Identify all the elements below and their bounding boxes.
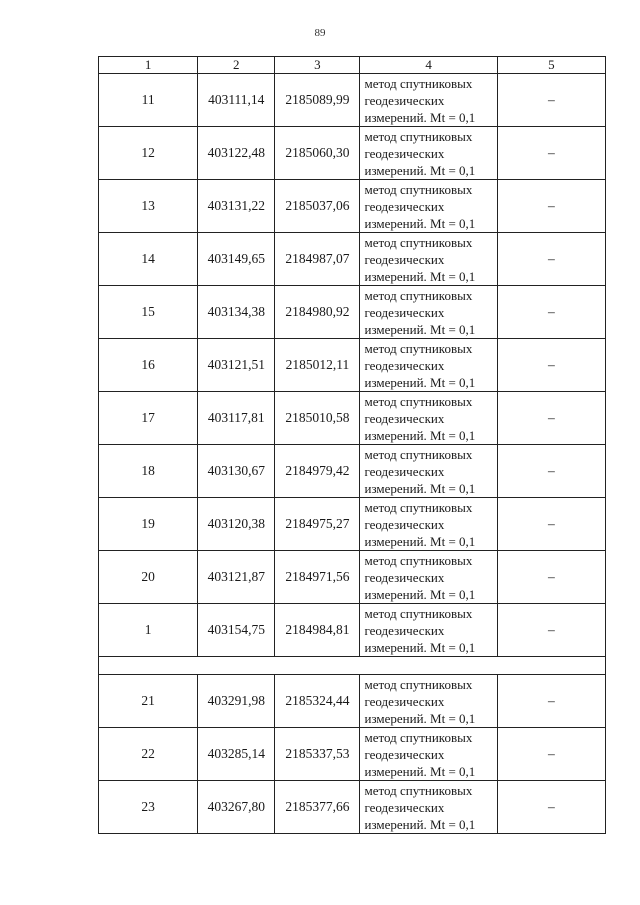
coordinate-x: 403130,67	[198, 445, 275, 498]
coordinate-y: 2185037,06	[275, 180, 360, 233]
coordinate-x: 403149,65	[198, 233, 275, 286]
extra-value: –	[497, 286, 605, 339]
method-cell	[360, 498, 497, 551]
table-row	[99, 339, 606, 392]
method-text-line3: измерений. Mt = 0,1	[364, 763, 476, 779]
point-number: 13	[99, 180, 198, 233]
header-col-1: 1	[99, 57, 198, 74]
extra-value: –	[497, 781, 605, 834]
table-row	[99, 127, 606, 180]
coordinate-x: 403120,38	[198, 498, 275, 551]
coordinate-x: 403131,22	[198, 180, 275, 233]
coordinate-y: 2185089,99	[275, 74, 360, 127]
extra-value: –	[497, 233, 605, 286]
method-text-line1: метод спутниковых	[364, 393, 473, 409]
point-number: 23	[99, 781, 198, 834]
method-text-line2: геодезических	[364, 463, 445, 479]
table-row	[99, 728, 606, 781]
method-text-line2: геодезических	[364, 410, 445, 426]
method-text-line1: метод спутниковых	[364, 75, 473, 91]
method-text-line2: геодезических	[364, 304, 445, 320]
point-number: 15	[99, 286, 198, 339]
method-text-line1: метод спутниковых	[364, 128, 473, 144]
coordinate-y: 2185377,66	[275, 781, 360, 834]
coordinate-y: 2185010,58	[275, 392, 360, 445]
method-text-line1: метод спутниковых	[364, 287, 473, 303]
separator-row	[99, 657, 606, 675]
method-text-line3: измерений. Mt = 0,1	[364, 639, 476, 655]
method-text-line3: измерений. Mt = 0,1	[364, 427, 476, 443]
table-row	[99, 604, 606, 657]
point-number: 20	[99, 551, 198, 604]
point-number: 17	[99, 392, 198, 445]
point-number: 19	[99, 498, 198, 551]
method-text-line1: метод спутниковых	[364, 234, 473, 250]
table-row	[99, 180, 606, 233]
method-text-line3: измерений. Mt = 0,1	[364, 321, 476, 337]
coordinate-y: 2184979,42	[275, 445, 360, 498]
point-number: 14	[99, 233, 198, 286]
point-number: 16	[99, 339, 198, 392]
method-text-line2: геодезических	[364, 145, 445, 161]
method-text-line3: измерений. Mt = 0,1	[364, 162, 476, 178]
extra-value: –	[497, 604, 605, 657]
method-text-line3: измерений. Mt = 0,1	[364, 215, 476, 231]
coordinate-x: 403291,98	[198, 675, 275, 728]
method-text-line1: метод спутниковых	[364, 605, 473, 621]
coordinate-x: 403111,14	[198, 74, 275, 127]
method-cell	[360, 551, 497, 604]
coordinate-y: 2185324,44	[275, 675, 360, 728]
extra-value: –	[497, 74, 605, 127]
method-cell	[360, 392, 497, 445]
coordinate-x: 403285,14	[198, 728, 275, 781]
coordinate-x: 403154,75	[198, 604, 275, 657]
coordinate-y: 2184984,81	[275, 604, 360, 657]
table-row	[99, 498, 606, 551]
table-row	[99, 551, 606, 604]
method-cell	[360, 74, 497, 127]
point-number: 1	[99, 604, 198, 657]
extra-value: –	[497, 339, 605, 392]
method-text-line2: геодезических	[364, 516, 445, 532]
table-row	[99, 74, 606, 127]
extra-value: –	[497, 127, 605, 180]
page-number: 89	[314, 27, 326, 39]
coordinate-y: 2185012,11	[275, 339, 360, 392]
coordinate-x: 403117,81	[198, 392, 275, 445]
separator-cell	[99, 657, 606, 675]
method-text-line3: измерений. Mt = 0,1	[364, 374, 476, 390]
header-col-4: 4	[360, 57, 497, 74]
method-text-line2: геодезических	[364, 569, 445, 585]
method-cell	[360, 339, 497, 392]
table-row	[99, 233, 606, 286]
method-cell	[360, 781, 497, 834]
coordinate-y: 2184987,07	[275, 233, 360, 286]
method-text-line3: измерений. Mt = 0,1	[364, 816, 476, 832]
method-text-line2: геодезических	[364, 251, 445, 267]
method-text-line1: метод спутниковых	[364, 181, 473, 197]
extra-value: –	[497, 551, 605, 604]
header-row	[99, 57, 606, 74]
extra-value: –	[497, 445, 605, 498]
method-text-line1: метод спутниковых	[364, 729, 473, 745]
point-number: 21	[99, 675, 198, 728]
coordinates-table	[98, 56, 606, 834]
coordinate-x: 403267,80	[198, 781, 275, 834]
header-col-2: 2	[198, 57, 275, 74]
table-row	[99, 675, 606, 728]
point-number: 12	[99, 127, 198, 180]
header-col-3: 3	[275, 57, 360, 74]
table-body	[99, 57, 606, 834]
method-cell	[360, 286, 497, 339]
method-cell	[360, 728, 497, 781]
method-cell	[360, 180, 497, 233]
method-text-line2: геодезических	[364, 746, 445, 762]
method-text-line2: геодезических	[364, 622, 445, 638]
extra-value: –	[497, 675, 605, 728]
method-text-line1: метод спутниковых	[364, 552, 473, 568]
table-row	[99, 445, 606, 498]
method-text-line3: измерений. Mt = 0,1	[364, 480, 476, 496]
coordinate-y: 2184980,92	[275, 286, 360, 339]
method-text-line3: измерений. Mt = 0,1	[364, 109, 476, 125]
method-text-line1: метод спутниковых	[364, 782, 473, 798]
method-text-line2: геодезических	[364, 92, 445, 108]
method-cell	[360, 127, 497, 180]
method-text-line2: геодезических	[364, 357, 445, 373]
extra-value: –	[497, 498, 605, 551]
coordinate-y: 2185060,30	[275, 127, 360, 180]
method-text-line1: метод спутниковых	[364, 446, 473, 462]
method-text-line2: геодезических	[364, 799, 445, 815]
header-col-5: 5	[497, 57, 605, 74]
method-text-line3: измерений. Mt = 0,1	[364, 268, 476, 284]
coordinate-x: 403121,87	[198, 551, 275, 604]
coordinate-x: 403134,38	[198, 286, 275, 339]
method-text-line3: измерений. Mt = 0,1	[364, 533, 476, 549]
coordinate-y: 2184975,27	[275, 498, 360, 551]
coordinate-y: 2185337,53	[275, 728, 360, 781]
table-row	[99, 286, 606, 339]
method-text-line3: измерений. Mt = 0,1	[364, 710, 476, 726]
extra-value: –	[497, 392, 605, 445]
coordinate-x: 403121,51	[198, 339, 275, 392]
extra-value: –	[497, 728, 605, 781]
point-number: 18	[99, 445, 198, 498]
coordinate-y: 2184971,56	[275, 551, 360, 604]
method-text-line1: метод спутниковых	[364, 340, 473, 356]
method-cell	[360, 675, 497, 728]
table-row	[99, 392, 606, 445]
method-text-line3: измерений. Mt = 0,1	[364, 586, 476, 602]
method-cell	[360, 604, 497, 657]
point-number: 11	[99, 74, 198, 127]
point-number: 22	[99, 728, 198, 781]
method-text-line1: метод спутниковых	[364, 499, 473, 515]
method-cell	[360, 445, 497, 498]
table-row	[99, 781, 606, 834]
method-text-line1: метод спутниковых	[364, 676, 473, 692]
method-text-line2: геодезических	[364, 198, 445, 214]
method-cell	[360, 233, 497, 286]
extra-value: –	[497, 180, 605, 233]
coordinate-x: 403122,48	[198, 127, 275, 180]
method-text-line2: геодезических	[364, 693, 445, 709]
